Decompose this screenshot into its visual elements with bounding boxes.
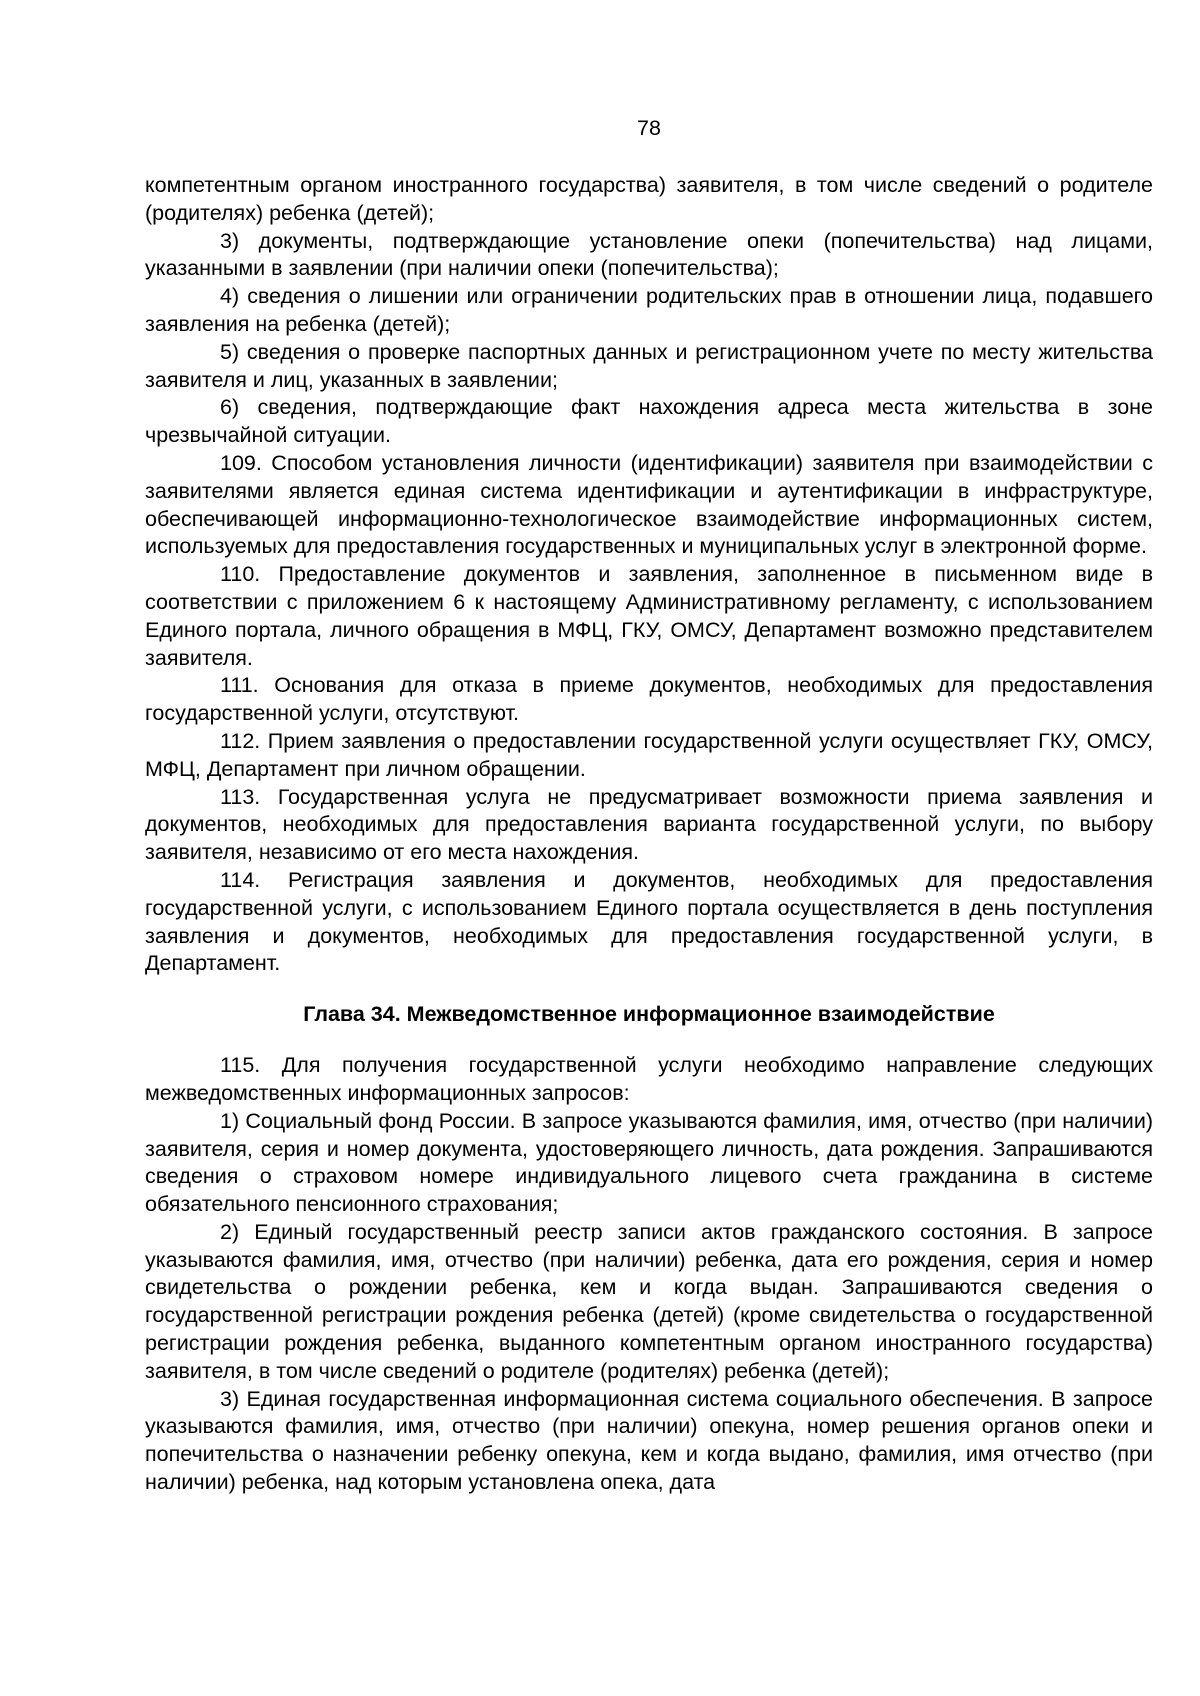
paragraph: компетентным органом иностранного государства) заявителя, в том числе сведений о родителе (родителях) ребенка (детей); xyxy=(145,173,1153,225)
paragraph: 3) документы, подтверждающие установление опеки (попечительства) над лицами, указанными в заявлении (при наличии опеки (попечительства); xyxy=(145,228,1153,281)
paragraph: 3) Единая государственная информационная система социального обеспечения. В запросе указываются фамилия, имя, отчество (при наличии) опекуна, номер решения органов опеки и попечительства о назначении ребенку опекуна, кем и когда выдано, фамилия, имя отчество (при наличии) ребенка, над которым установлена опека, дата xyxy=(145,1386,1153,1495)
paragraph: 111. Основания для отказа в приеме документов, необходимых для предоставления государственной услуги, отсутствуют. xyxy=(145,673,1153,726)
paragraph: 1) Социальный фонд России. В запросе указываются фамилия, имя, отчество (при наличии) заявителя, серия и номер документа, удостоверяющего личность, дата рождения. Запрашиваются сведения о страховом номере индивидуального лицевого счета гражданина в системе обязательного пенсионного страхования; xyxy=(145,1108,1153,1217)
document-body xyxy=(145,172,1153,1497)
paragraph: 5) сведения о проверке паспортных данных и регистрационном учете по месту жительства заявителя и лиц, указанных в заявлении; xyxy=(145,339,1153,392)
paragraph: 109. Способом установления личности (идентификации) заявителя при взаимодействии с заявителями является единая система идентификации и аутентификации в инфраструктуре, обеспечивающей информационно-технологическое взаимодействие информационных систем, используемых для предоставления государственных и муниципальных услуг в электронной форме. xyxy=(145,450,1153,559)
paragraphs-before-heading xyxy=(145,172,1153,978)
paragraph: 112. Прием заявления о предоставлении государственной услуги осуществляет ГКУ, ОМСУ, МФЦ, Департамент при личном обращении. xyxy=(145,728,1153,781)
paragraphs-after-heading xyxy=(145,1052,1153,1497)
page-number: 78 xyxy=(637,116,661,140)
paragraph: 2) Единый государственный реестр записи актов гражданского состояния. В запросе указываются фамилия, имя, отчество (при наличии) ребенка, дата его рождения, серия и номер свидетельства о рождении ребенка, кем и когда выдан. Запрашиваются сведения о государственной регистрации рождения ребенка (детей) (кроме свидетельства о государственной регистрации рождения ребенка, выданного компетентным органом иностранного государства) заявителя, в том числе сведений о родителе (родителях) ребенка (детей); xyxy=(145,1219,1153,1383)
paragraph: 110. Предоставление документов и заявления, заполненное в письменном виде в соответствии с приложением 6 к настоящему Административному регламенту, с использованием Единого портала, личного обращения в МФЦ, ГКУ, ОМСУ, Департамент возможно представителем заявителя. xyxy=(145,562,1153,670)
paragraph: 6) сведения, подтверждающие факт нахождения адреса места жительства в зоне чрезвычайной ситуации. xyxy=(145,395,1153,448)
document-page xyxy=(145,0,1153,1696)
paragraph: 114. Регистрация заявления и документов, необходимых для предоставления государственной услуги, с использованием Единого портала осуществляется в день поступления заявления и документов, необходимых для предоставления государственной услуги, в Департамент. xyxy=(145,867,1153,976)
paragraph: 115. Для получения государственной услуги необходимо направление следующих межведомственных информационных запросов: xyxy=(145,1053,1153,1105)
chapter-heading: Глава 34. Межведомственное информационное взаимодействие xyxy=(303,1002,995,1027)
paragraph: 113. Государственная услуга не предусматривает возможности приема заявления и документов, необходимых для предоставления варианта государственной услуги, по выбору заявителя, независимо от его места нахождения. xyxy=(145,784,1153,865)
paragraph: 4) сведения о лишении или ограничении родительских прав в отношении лица, подавшего заявления на ребенка (детей); xyxy=(145,284,1153,336)
